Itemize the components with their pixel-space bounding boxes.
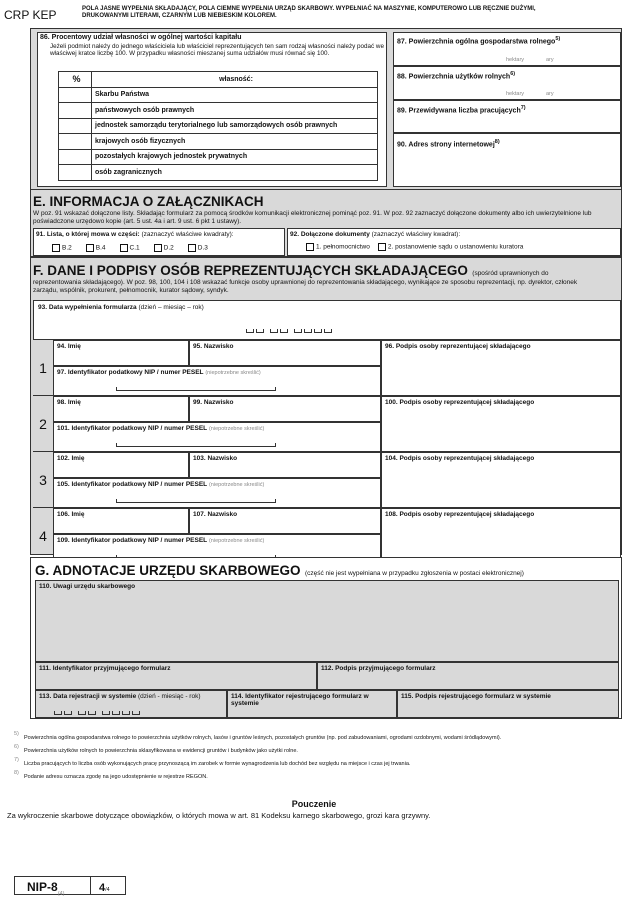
field-112-label: 112. Podpis przyjmującego formularz: [321, 665, 436, 672]
section-f-heading: [33, 262, 549, 280]
owner-label: Skarbu Państwa: [92, 87, 378, 103]
footnote-ref-6: 6): [510, 71, 516, 77]
field-111-label: 111. Identyfikator przyjmującego formularz: [39, 665, 171, 672]
checkbox-power-of-attorney[interactable]: [306, 243, 370, 251]
field-113-box: [35, 690, 227, 718]
field-87-text: 87. Powierzchnia ogólna gospodarstwa rolnego: [397, 38, 556, 46]
first-name-field[interactable]: [53, 508, 189, 534]
id-comb: [116, 443, 276, 447]
field-114-label: 114. Identyfikator rejestrującego formularz w systemie: [231, 693, 369, 707]
checkbox-b2[interactable]: [52, 244, 72, 252]
field-115-box: [397, 690, 619, 718]
checkbox-icon: [378, 243, 386, 251]
field-92-note: (zaznaczyć właściwy kwadrat):: [371, 231, 461, 238]
field-label: 106. Imię: [57, 511, 85, 518]
section-g-heading: [35, 562, 524, 580]
field-87-label: [397, 36, 560, 45]
footnote-number: 5): [14, 731, 19, 737]
field-88-box[interactable]: [393, 66, 621, 100]
checkbox-icon: [52, 244, 60, 252]
field-label: 105. Identyfikator podatkowy NIP / numer PESEL: [57, 481, 208, 488]
section-e-title: E. INFORMACJA O ZAŁĄCZNIKACH: [33, 194, 264, 209]
field-89-text: 89. Przewidywana liczba pracujących: [397, 107, 521, 115]
signature-field[interactable]: [381, 340, 621, 396]
owner-header: własność:: [92, 72, 378, 88]
field-note: (niepotrzebne skreślić): [205, 370, 261, 376]
pct-cell-3[interactable]: [59, 118, 92, 134]
date-comb: [54, 711, 140, 715]
page-total: /4: [105, 887, 110, 893]
last-name-field[interactable]: [189, 452, 381, 478]
last-name-field[interactable]: [189, 508, 381, 534]
field-note: (niepotrzebne skreślić): [208, 482, 265, 488]
footer-box: [14, 876, 126, 898]
section-e-desc: W poz. 91 wskazać dołączone listy. Składając formularz za pomocą środków komunikacji elektronicznej pominąć poz. 91. W poz. 92 zaznaczyć dołączone dokumenty albo ich uwierzytelnione lub poświadczone urzędowo kopie (art. 5 ust. 4a i art. 9 ust. 6 pkt 1 ustawy).: [33, 210, 592, 225]
field-87-box[interactable]: [393, 32, 621, 66]
field-label: 107. Nazwisko: [193, 511, 238, 518]
section-d-block: [30, 29, 622, 189]
field-89-label: [397, 105, 526, 114]
owner-label: pozostałych krajowych jednostek prywatnych: [92, 149, 378, 165]
field-label: 102. Imię: [57, 455, 85, 462]
id-comb: [116, 387, 276, 391]
field-89-box[interactable]: [393, 100, 621, 133]
person-number: 4: [39, 528, 47, 544]
checkbox-icon: [188, 244, 196, 252]
person-block: [33, 396, 621, 452]
field-114-box: [227, 690, 397, 718]
pct-cell-5[interactable]: [59, 149, 92, 165]
section-f-title-note: (spośród uprawnionych do: [472, 270, 549, 277]
field-86-box: [37, 32, 387, 187]
section-f-title: F. DANE I PODPISY OSÓB REPREZENTUJĄCYCH SKŁADAJĄCEGO: [33, 263, 468, 278]
field-label: 100. Podpis osoby reprezentującej składającego: [385, 399, 535, 406]
owner-label: jednostek samorządu terytorialnego lub samorządowych osób prawnych: [92, 118, 378, 134]
field-92-box: [287, 228, 621, 256]
tax-id-field[interactable]: [53, 366, 381, 396]
checkbox-label: 1. pełnomocnictwo: [316, 243, 370, 251]
footnote: [14, 770, 619, 783]
field-label: 109. Identyfikator podatkowy NIP / numer PESEL: [57, 537, 208, 544]
field-93-box[interactable]: [33, 300, 621, 340]
field-label: 99. Nazwisko: [193, 399, 234, 406]
signature-field[interactable]: [381, 452, 621, 508]
footnotes: [14, 731, 619, 783]
person-block: [33, 340, 621, 396]
footnote-text: Powierzchnia użytków rolnych to powierzchnia sklasyfikowana w ewidencji gruntów i budynków jako użytki rolne.: [24, 747, 298, 754]
field-92-text: 92. Dołączone dokumenty: [290, 231, 370, 238]
footnote-text: Liczba pracujących to liczba osób wykonujących pracę przynoszącą im zarobek w formie wynagrodzenia lub dochód bez względu na miejsce i czas jej trwania.: [24, 760, 411, 767]
field-88-text: 88. Powierzchnia użytków rolnych: [397, 73, 511, 81]
date-comb: [246, 329, 332, 333]
checkbox-label: C.1: [129, 244, 140, 252]
field-93-note: (dzień – miesiąc – rok): [138, 304, 204, 311]
field-label: 101. Identyfikator podatkowy NIP / numer PESEL: [57, 425, 208, 432]
footnote-number: 8): [14, 770, 19, 776]
unit-hectares: hektary: [506, 57, 525, 63]
field-92-label: [290, 231, 460, 238]
checkbox-court-order[interactable]: [378, 243, 524, 251]
pct-cell-4[interactable]: [59, 134, 92, 150]
field-93-text: 93. Data wypełnienia formularza: [38, 304, 137, 311]
owner-label: osób zagranicznych: [92, 165, 378, 181]
checkbox-label: B.4: [95, 244, 106, 252]
persons-list: [33, 340, 621, 564]
field-90-text: 90. Adres strony internetowej: [397, 141, 495, 149]
section-g-title-note: (część nie jest wypełniana w przypadku zgłoszenia w postaci elektronicznej): [304, 570, 524, 577]
footnote-number: 7): [14, 757, 19, 763]
list-checkboxes: [52, 244, 208, 252]
form-code: CRP KEP: [4, 8, 57, 22]
field-110-label: 110. Uwagi urzędu skarbowego: [39, 583, 136, 590]
pct-cell-6[interactable]: [59, 165, 92, 181]
field-115-label: 115. Podpis rejestrującego formularz w systemie: [401, 693, 551, 700]
form-name: NIP-8: [27, 880, 58, 894]
checkbox-icon: [306, 243, 314, 251]
field-86-desc: Jeżeli podmiot należy do jednego właściciela lub właściciel reprezentujących ten sam rodzaj własności należy podać we właściwej kratce liczbę 100. W przypadku własności mieszanej suma udziałów musi równać się 100.: [50, 43, 384, 57]
section-g-title: G. ADNOTACJE URZĘDU SKARBOWEGO: [35, 563, 301, 578]
notice-title: Pouczenie: [291, 799, 337, 809]
doc-checkboxes: [306, 243, 523, 251]
person-number: 3: [39, 472, 47, 488]
unit-ares: ary: [546, 91, 554, 97]
checkbox-icon: [154, 244, 162, 252]
field-113-note: (dzień - miesiąc - rok): [138, 693, 201, 700]
field-label: 104. Podpis osoby reprezentującej składającego: [385, 455, 535, 462]
field-label: 103. Nazwisko: [193, 455, 238, 462]
form-instructions: POLA JASNE WYPEŁNIA SKŁADAJĄCY, POLA CIEMNE WYPEŁNIA URZĄD SKARBOWY. WYPEŁNIAĆ NA MASZYNIE, KOMPUTEROWO LUB RĘCZNIE DUŻYMI, DRUKOWANYMI LITERAMI, CZARNYM LUB NIEBIESKIM KOLOREM.: [82, 6, 536, 19]
field-90-label: [397, 139, 500, 148]
checkbox-icon: [120, 244, 128, 252]
last-name-field[interactable]: [189, 340, 381, 366]
pct-header: %: [59, 72, 92, 88]
section-e: [30, 189, 622, 257]
tax-id-field[interactable]: [53, 422, 381, 452]
footnote-text: Podanie adresu oznacza zgodę na jego udostępnienie w rejestrze REGON.: [24, 773, 208, 780]
checkbox-c1[interactable]: [120, 244, 140, 252]
last-name-field[interactable]: [189, 396, 381, 422]
field-91-box: [33, 228, 285, 256]
person-number: 1: [39, 360, 47, 376]
field-91-text: 91. Lista, o której mowa w części:: [36, 231, 140, 238]
form-name-cell: [15, 877, 91, 898]
person-number: 2: [39, 416, 47, 432]
footnote: [14, 731, 619, 744]
field-86-title: 86. Procentowy udział własności w ogólnej wartości kapitału: [40, 34, 242, 41]
field-93-label: [38, 304, 204, 311]
form-version: (4): [57, 891, 65, 898]
first-name-field[interactable]: [53, 396, 189, 422]
field-88-label: [397, 71, 515, 80]
checkbox-label: D.2: [163, 244, 174, 252]
field-112-box: [317, 662, 619, 690]
checkbox-icon: [86, 244, 94, 252]
footnote: [14, 757, 619, 770]
field-label: 108. Podpis osoby reprezentującej składającego: [385, 511, 535, 518]
footnote-ref-7: 7): [520, 105, 526, 111]
id-comb: [116, 499, 276, 503]
field-label: 96. Podpis osoby reprezentującej składającego: [385, 343, 531, 350]
field-90-box[interactable]: [393, 133, 621, 187]
footnote-ref-5: 5): [555, 36, 561, 42]
page-number: 4: [99, 882, 106, 894]
section-f: [30, 257, 622, 555]
signature-field[interactable]: [381, 508, 621, 564]
field-91-note: (zaznaczyć właściwe kwadraty):: [141, 231, 234, 238]
field-91-label: [36, 231, 234, 238]
checkbox-d3[interactable]: [188, 244, 208, 252]
field-label: 94. Imię: [57, 343, 81, 350]
checkbox-label: 2. postanowienie sądu o ustanowieniu kuratora: [387, 243, 524, 251]
person-block: [33, 452, 621, 508]
signature-field[interactable]: [381, 396, 621, 452]
unit-hectares: hektary: [506, 91, 525, 97]
section-f-desc: reprezentowania składającego). W poz. 98, 100, 104 i 108 wskazać funkcje osoby uprawnionej do reprezentowania składającego, wynikające ze sposobu reprezentacji, np. dyrektor, członek zarządu, wspólnik, prokurent, pełnomocnik, kurator sądowy, syndyk.: [33, 279, 578, 294]
person-block: [33, 508, 621, 564]
field-note: (niepotrzebne skreślić): [208, 538, 265, 544]
first-name-field[interactable]: [53, 452, 189, 478]
checkbox-b4[interactable]: [86, 244, 106, 252]
footnote-number: 6): [14, 744, 19, 750]
owner-label: krajowych osób fizycznych: [92, 134, 378, 150]
footnote-ref-8: 8): [494, 139, 500, 145]
page-number-cell: [91, 877, 110, 894]
notice-text: Za wykroczenie skarbowe dotyczące obowiązków, o których mowa w art. 81 Kodeksu karnego skarbowego, grozi kara grzywny.: [7, 811, 431, 820]
pct-cell-1[interactable]: [59, 87, 92, 103]
pct-cell-2[interactable]: [59, 103, 92, 119]
checkbox-d2[interactable]: [154, 244, 174, 252]
checkbox-label: B.2: [62, 244, 72, 252]
checkbox-label: D.3: [197, 244, 208, 252]
field-110-box: [35, 580, 619, 662]
footnote: [14, 744, 619, 757]
field-113-label: 113. Data rejestracji w systemie: [39, 693, 137, 700]
ownership-table: [58, 71, 378, 181]
first-name-field[interactable]: [53, 340, 189, 366]
section-g: [30, 557, 622, 719]
owner-label: państwowych osób prawnych: [92, 103, 378, 119]
field-label: 95. Nazwisko: [193, 343, 234, 350]
field-label: 97. Identyfikator podatkowy NIP / numer PESEL: [57, 369, 204, 376]
unit-ares: ary: [546, 57, 554, 63]
footnote-text: Powierzchnia ogólna gospodarstwa rolnego to powierzchnia użytków rolnych, lasów i gruntów leśnych, pozostałych gruntów (np. pod zabudowaniami, ogrodami ozdobnymi, wodami śródlądowymi).: [24, 734, 502, 741]
field-111-box: [35, 662, 317, 690]
field-note: (niepotrzebne skreślić): [208, 426, 265, 432]
field-label: 98. Imię: [57, 399, 81, 406]
tax-id-field[interactable]: [53, 478, 381, 508]
